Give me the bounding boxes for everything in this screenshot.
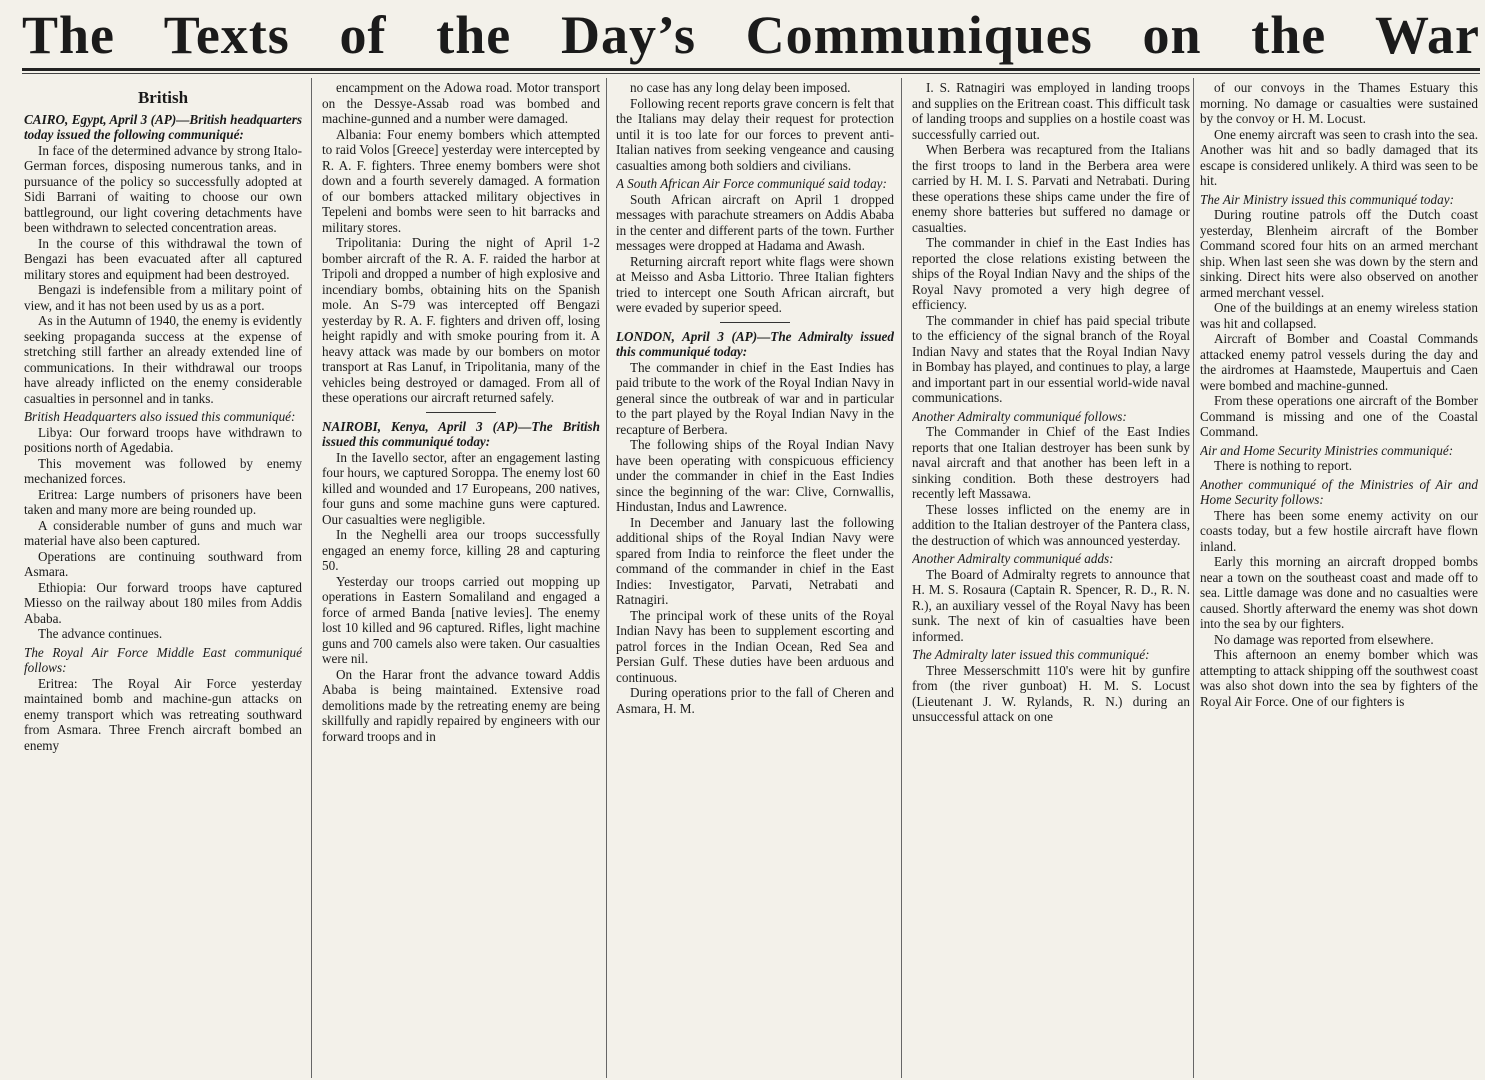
headline-rule <box>22 68 1480 71</box>
paragraph: Early this morning an aircraft dropped bombs near a town on the southeast coast and made off to sea. Little damage was done and no casualties were caused. Shortly afterward the enemy was shot down into the sea by our fighters. <box>1200 554 1478 631</box>
paragraph: Eritrea: The Royal Air Force yesterday maintained bomb and machine-gun attacks on enemy transport which was retreating southward from Asmara. Three French aircraft bombed an enemy <box>24 675 302 753</box>
paragraph: This movement was followed by enemy mechanized forces. <box>24 455 302 486</box>
paragraph: I. S. Ratnagiri was employed in landing troops and supplies on the Eritrean coast. This difficult task of landing troops and supplies on a hostile coast was successfully carried out. <box>912 80 1190 142</box>
paragraph: Yesterday our troops carried out mopping up operations in Eastern Somaliland and engaged a force of armed Banda [native levies]. The enemy lost 10 killed and 96 captured. Rifles, light machine guns and 700 camels also were taken. Our casualties were nil. <box>322 573 600 666</box>
paragraph: In the Neghelli area our troops successfully engaged an enemy force, killing 28 and capturing 50. <box>322 527 600 573</box>
headline: The Texts of the Day’s Communiques on the War <box>22 5 1480 65</box>
column-1 <box>24 80 302 1075</box>
paragraph: A considerable number of guns and much war material have also been captured. <box>24 517 302 548</box>
paragraph: In the course of this withdrawal the town of Bengazi has been evacuated after all captured military stores and equipment had been destroyed. <box>24 235 302 282</box>
paragraph: On the Harar front the advance toward Addis Ababa is being maintained. Extensive road demolitions made by the retreating enemy are being skillfully and rapidly repaired by engineers with our forward troops and in <box>322 666 600 744</box>
story-separator <box>426 412 496 413</box>
paragraph: Ethiopia: Our forward troops have captured Miesso on the railway about 180 miles from Addis Ababa. <box>24 579 302 626</box>
paragraph: This afternoon an enemy bomber which was attempting to attack shipping off the southwest coast was also shot down into the sea by fighters of the Royal Air Force. One of our fighters is <box>1200 647 1478 709</box>
story-separator <box>720 322 790 323</box>
paragraph: of our convoys in the Thames Estuary this morning. No damage or casualties were sustained by the convoy or H. M. Locust. <box>1200 80 1478 126</box>
column-divider <box>901 78 902 1078</box>
communique-note: British Headquarters also issued this communiqué: <box>24 409 296 424</box>
paragraph: The commander in chief in the East Indies has paid tribute to the work of the Royal Indian Navy in general since the outbreak of war and in particular to the part played by the Royal Indian Navy in the recapture of Berbera. <box>616 359 894 437</box>
column-4 <box>912 80 1190 1075</box>
paragraph: Following recent reports grave concern is felt that the Italians may delay their request for protection until it is too late for our forces to prevent anti-Italian natives from seeking vengeance and causing casualties among both soldiers and civilians. <box>616 95 894 173</box>
paragraph: During operations prior to the fall of Cheren and Asmara, H. M. <box>616 685 894 716</box>
paragraph: Three Messerschmitt 110's were hit by gunfire from (the river gunboat) H. M. S. Locust (Lieutenant J. W. Rylands, R. N.) during an unsuccessful attack on one <box>912 662 1190 724</box>
column-2 <box>322 80 600 1075</box>
dateline-cairo: CAIRO, Egypt, April 3 (AP)—British headquarters today issued the following communiqué: <box>24 111 302 142</box>
communique-note: A South African Air Force communiqué said today: <box>616 176 887 191</box>
paragraph: Albania: Four enemy bombers which attempted to raid Volos [Greece] yesterday were intercepted by R. A. F. fighters. Three enemy bombers were shot down and a fourth severely damaged. A formation of our bombers attacked military objectives in Tepeleni and bombs were seen to hit barracks and military stores. <box>322 126 600 235</box>
paragraph: Returning aircraft report white flags were shown at Meisso and Asba Littorio. Three Italian fighters tried to intercept one South African aircraft, but were evaded by superior speed. <box>616 253 894 315</box>
dateline-london: LONDON, April 3 (AP)—The Admiralty issued this communiqué today: <box>616 328 894 359</box>
paragraph: One of the buildings at an enemy wireless station was hit and collapsed. <box>1200 300 1478 331</box>
paragraph: The commander in chief has paid special tribute to the efficiency of the signal branch of the Royal Indian Navy and states that the Royal Indian Navy in Bombay has played, and continues to play, a large and important part in our essential world-wide naval communications. <box>912 312 1190 405</box>
column-divider <box>606 78 607 1078</box>
paragraph: no case has any long delay been imposed. <box>630 80 851 95</box>
paragraph: In face of the determined advance by strong Italo-German forces, disposing numerous tanks, and in pursuance of the policy so successfully adopted at Sidi Barrani of waiting to choose our own battleground, our light covering detachments have been withdrawn to selected concentration areas. <box>24 142 302 235</box>
paragraph: In December and January last the following additional ships of the Royal Indian Navy were spared from India to reinforce the fleet under the command of the commander in chief in the East Indies: Investigator, Parvati, Netrabati and Ratnagiri. <box>616 514 894 607</box>
paragraph: During routine patrols off the Dutch coast yesterday, Blenheim aircraft of the Bomber Command scored four hits on an armed merchant ship. When last seen she was down by the stern and sinking. Direct hits were also observed on another armed merchant vessel. <box>1200 207 1478 300</box>
paragraph: These losses inflicted on the enemy are in addition to the Italian destroyer of the Pantera class, the destruction of which was announced yesterday. <box>912 501 1190 548</box>
paragraph: From these operations one aircraft of the Bomber Command is missing and one of the Coastal Command. <box>1200 393 1478 439</box>
paragraph: Operations are continuing southward from Asmara. <box>24 548 302 579</box>
communique-note: Another Admiralty communiqué follows: <box>912 408 1127 424</box>
column-3 <box>616 80 894 1075</box>
paragraph: Tripolitania: During the night of April 1-2 bomber aircraft of the R. A. F. raided the harbor at Tripoli and dropped a number of high explosive and incendiary bombs, obtaining hits on the Spanish mole. An S-79 was intercepted off Bengazi yesterday by R. A. F. fighters and driven off, losing height rapidly and with smoke pouring from it. A heavy attack was made by our bombers on motor transport at Ras Lanuf, in Tripolitania, many of the vehicles being destroyed or damaged. From all of these operations our aircraft returned safely. <box>322 235 600 405</box>
paragraph: The Board of Admiralty regrets to announce that H. M. S. Rosaura (Captain R. Spencer, R. D., R. N. R.), an auxiliary vessel of the Royal Navy has been sunk. The next of kin of casualties have been informed. <box>912 566 1190 644</box>
dateline-nairobi: NAIROBI, Kenya, April 3 (AP)—The British issued this communiqué today: <box>322 418 600 449</box>
communique-note: The Air Ministry issued this communiqué today: <box>1200 191 1454 207</box>
headline-rule-thin <box>22 73 1480 74</box>
paragraph: encampment on the Adowa road. Motor transport on the Dessye-Assab road was bombed and machine-gunned and a number were damaged. <box>322 80 600 126</box>
column-divider <box>1193 78 1194 1078</box>
paragraph: When Berbera was recaptured from the Italians the first troops to land in the Berbera area were carried by H. M. I. S. Parvati and Netrabati. During these operations these ships came under the fire of enemy shore batteries but suffered no damage or casualties. <box>912 142 1190 235</box>
paragraph: Aircraft of Bomber and Coastal Commands attacked enemy patrol vessels during the day and the airdromes at Haamstede, Maupertuis and Caen were bombed and machine-gunned. <box>1200 331 1478 393</box>
communique-note: The Royal Air Force Middle East communiqué follows: <box>24 644 302 675</box>
paragraph: South African aircraft on April 1 dropped messages with parachute streamers on Addis Ababa in the center and different parts of the town. Further messages were dropped at Hadama and Awash. <box>616 191 894 253</box>
paragraph: No damage was reported from elsewhere. <box>1214 631 1434 647</box>
column-5 <box>1200 80 1478 1075</box>
paragraph: As in the Autumn of 1940, the enemy is evidently seeking propaganda success at the expense of stretching still farther an already extended line of communications. In their withdrawal our troops have already inflicted on the enemy considerable casualties in personnel and in tanks. <box>24 313 302 406</box>
communique-note: Another communiqué of the Ministries of Air and Home Security follows: <box>1200 476 1478 507</box>
paragraph: The principal work of these units of the Royal Indian Navy has been to supplement escorting and patrol forces in the Indian Ocean, Red Sea and Persian Gulf. These duties have been arduous and continuous. <box>616 607 894 685</box>
paragraph: The commander in chief in the East Indies has reported the close relations existing between the ships of the Royal Indian Navy and the ships of the Royal Navy promoted a very high degree of efficiency. <box>912 235 1190 312</box>
paragraph: The Commander in Chief of the East Indies reports that one Italian destroyer has been sunk by naval aircraft and that another has been left in a sinking condition. Both these destroyers had recently left Massawa. <box>912 424 1190 501</box>
paragraph: One enemy aircraft was seen to crash into the sea. Another was hit and so badly damaged that its escape is considered unlikely. A third was seen to be hit. <box>1200 126 1478 188</box>
communique-note: Air and Home Security Ministries communiqué: <box>1200 442 1454 458</box>
paragraph: Eritrea: Large numbers of prisoners have been taken and many more are being rounded up. <box>24 486 302 517</box>
section-heading-british: British <box>137 88 189 107</box>
paragraph: In the Iavello sector, after an engagement lasting four hours, we captured Soroppa. The enemy lost 60 killed and wounded and 17 Europeans, 200 natives, four guns and some machine guns were captured. Our casualties were negligible. <box>322 449 600 527</box>
paragraph: Bengazi is indefensible from a military point of view, and it has not been used by us as a port. <box>24 282 302 313</box>
paragraph: The advance continues. <box>38 626 163 641</box>
paragraph: The following ships of the Royal Indian Navy have been operating with conspicuous efficiency under the commander in chief in the East Indies since the beginning of the war: Clive, Cornwallis, Hindustan, Indus and Lawrence. <box>616 437 894 514</box>
paragraph: There has been some enemy activity on our coasts today, but a few hostile aircraft have flown inland. <box>1200 507 1478 554</box>
communique-note: Another Admiralty communiqué adds: <box>912 551 1114 566</box>
paragraph: Libya: Our forward troops have withdrawn to positions north of Agedabia. <box>24 424 302 455</box>
paragraph: There is nothing to report. <box>1214 458 1353 473</box>
communique-note: The Admiralty later issued this communiqué: <box>912 647 1150 662</box>
column-divider <box>311 78 312 1078</box>
